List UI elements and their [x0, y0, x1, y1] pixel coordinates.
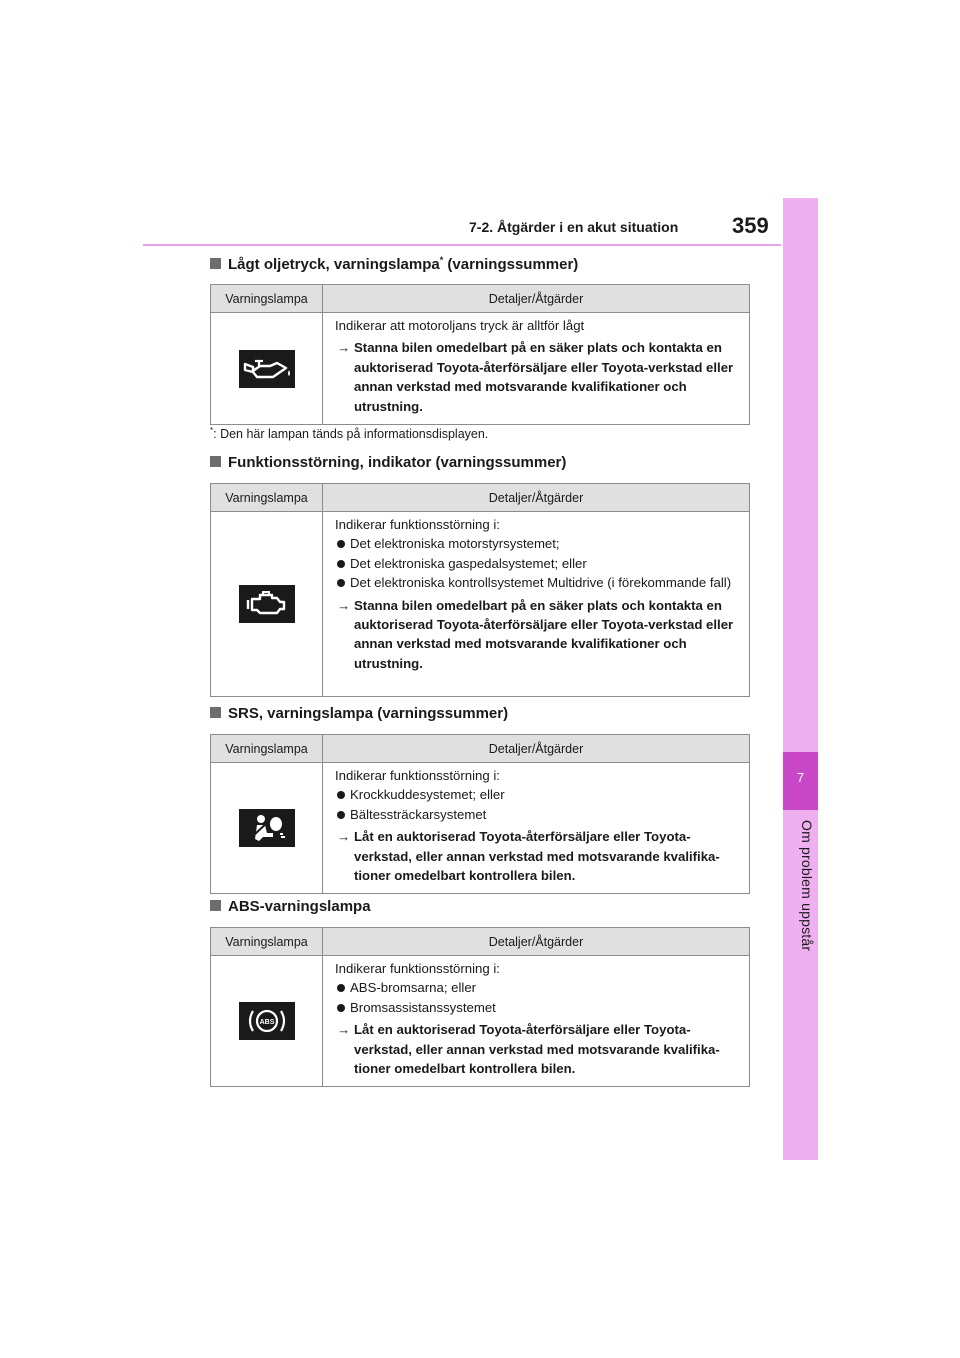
action-text: → Låt en auktoriserad Toyota-återförsäljare eller Toyota-verkstad, eller annan verkstad med motsvarande kvalifika-tioner omedelbart kontrollera bilen. [337, 1022, 720, 1077]
list-item: Det elektroniska kontrollsystemet Multidrive (i förekommande fall) [335, 573, 743, 592]
header-warning-lamp: Varningslampa [211, 735, 323, 763]
header-details: Detaljer/Åtgärder [323, 735, 750, 763]
icon-cell [211, 313, 323, 425]
description-intro: Indikerar funktionsstörning i: [335, 961, 500, 976]
chapter-title: Om problem uppstår [799, 820, 815, 952]
oil-pressure-icon [239, 350, 295, 388]
table-row [211, 313, 750, 425]
section-square-marker [210, 900, 221, 911]
header-details: Detaljer/Åtgärder [323, 285, 750, 313]
table-row [211, 956, 750, 1087]
chapter-side-tab [783, 198, 818, 1160]
description-intro: Indikerar funktionsstörning i: [335, 768, 500, 783]
arrow-icon: → [337, 340, 351, 356]
table-header-row [211, 484, 750, 512]
footnote: *: Den här lampan tänds på informationsdisplayen. [210, 426, 489, 442]
header-warning-lamp: Varningslampa [211, 484, 323, 512]
section-title-malfunction: Funktionsstörning, indikator (varningssummer) [210, 454, 566, 471]
header-details: Detaljer/Åtgärder [323, 928, 750, 956]
list-item: Bromsassistanssystemet [335, 998, 743, 1017]
details-cell [323, 763, 750, 894]
table-row [211, 512, 750, 697]
page-number: 359 [732, 213, 769, 238]
warning-table-oil-pressure [210, 284, 750, 425]
icon-cell [211, 512, 323, 697]
check-engine-icon [239, 585, 295, 623]
list-item: Det elektroniska gaspedalsystemet; eller [335, 554, 743, 573]
action-text: → Låt en auktoriserad Toyota-återförsäljare eller Toyota-verkstad, eller annan verkstad med motsvarande kvalifika-tioner omedelbart kontrollera bilen. [337, 829, 720, 884]
list-item: Bältessträckarsystemet [335, 805, 743, 824]
chapter-number: 7 [796, 770, 805, 785]
details-cell [323, 956, 750, 1087]
list-item: Det elektroniska motorstyrsystemet; [335, 534, 743, 553]
list-item: ABS-bromsarna; eller [335, 978, 743, 997]
details-cell [323, 512, 750, 697]
warning-table-abs [210, 927, 750, 1087]
arrow-icon: → [337, 829, 351, 845]
header-warning-lamp: Varningslampa [211, 285, 323, 313]
action-text: → Stanna bilen omedelbart på en säker plats och kontakta en auktoriserad Toyota-återförsäljare eller Toyota-verkstad eller annan verkstad med motsvarande kvalifikationer och utrustning. [337, 597, 734, 671]
warning-table-srs [210, 734, 750, 894]
action-text: → Stanna bilen omedelbart på en säker plats och kontakta en auktoriserad Toyota-återförsäljare eller Toyota-verkstad eller annan verkstad med motsvarande kvalifikationer och utrustning. [337, 340, 734, 414]
table-header-row [211, 735, 750, 763]
details-cell [323, 313, 750, 425]
icon-cell [211, 763, 323, 894]
table-row [211, 763, 750, 894]
section-title-abs: ABS-varningslampa [210, 898, 371, 915]
arrow-icon: → [337, 597, 351, 613]
airbag-icon [239, 809, 295, 847]
header-warning-lamp: Varningslampa [211, 928, 323, 956]
table-header-row [211, 285, 750, 313]
description-intro: Indikerar att motoroljans tryck är alltför lågt [335, 318, 585, 333]
section-title-oil-pressure: Lågt oljetryck, varningslampa* (varningssummer) [210, 255, 578, 273]
section-heading: 7-2. Åtgärder i en akut situation [469, 219, 679, 235]
icon-cell [211, 956, 323, 1087]
description-intro: Indikerar funktionsstörning i: [335, 517, 500, 532]
section-square-marker [210, 258, 221, 269]
warning-table-malfunction [210, 483, 750, 697]
section-square-marker [210, 456, 221, 467]
section-square-marker [210, 707, 221, 718]
abs-icon-label: ABS [259, 1019, 274, 1027]
table-header-row [211, 928, 750, 956]
section-title-srs: SRS, varningslampa (varningssummer) [210, 705, 508, 722]
list-item: Krockkuddesystemet; eller [335, 785, 743, 804]
header-divider [143, 244, 781, 246]
arrow-icon: → [337, 1022, 351, 1038]
header-details: Detaljer/Åtgärder [323, 484, 750, 512]
abs-icon [239, 1002, 295, 1040]
